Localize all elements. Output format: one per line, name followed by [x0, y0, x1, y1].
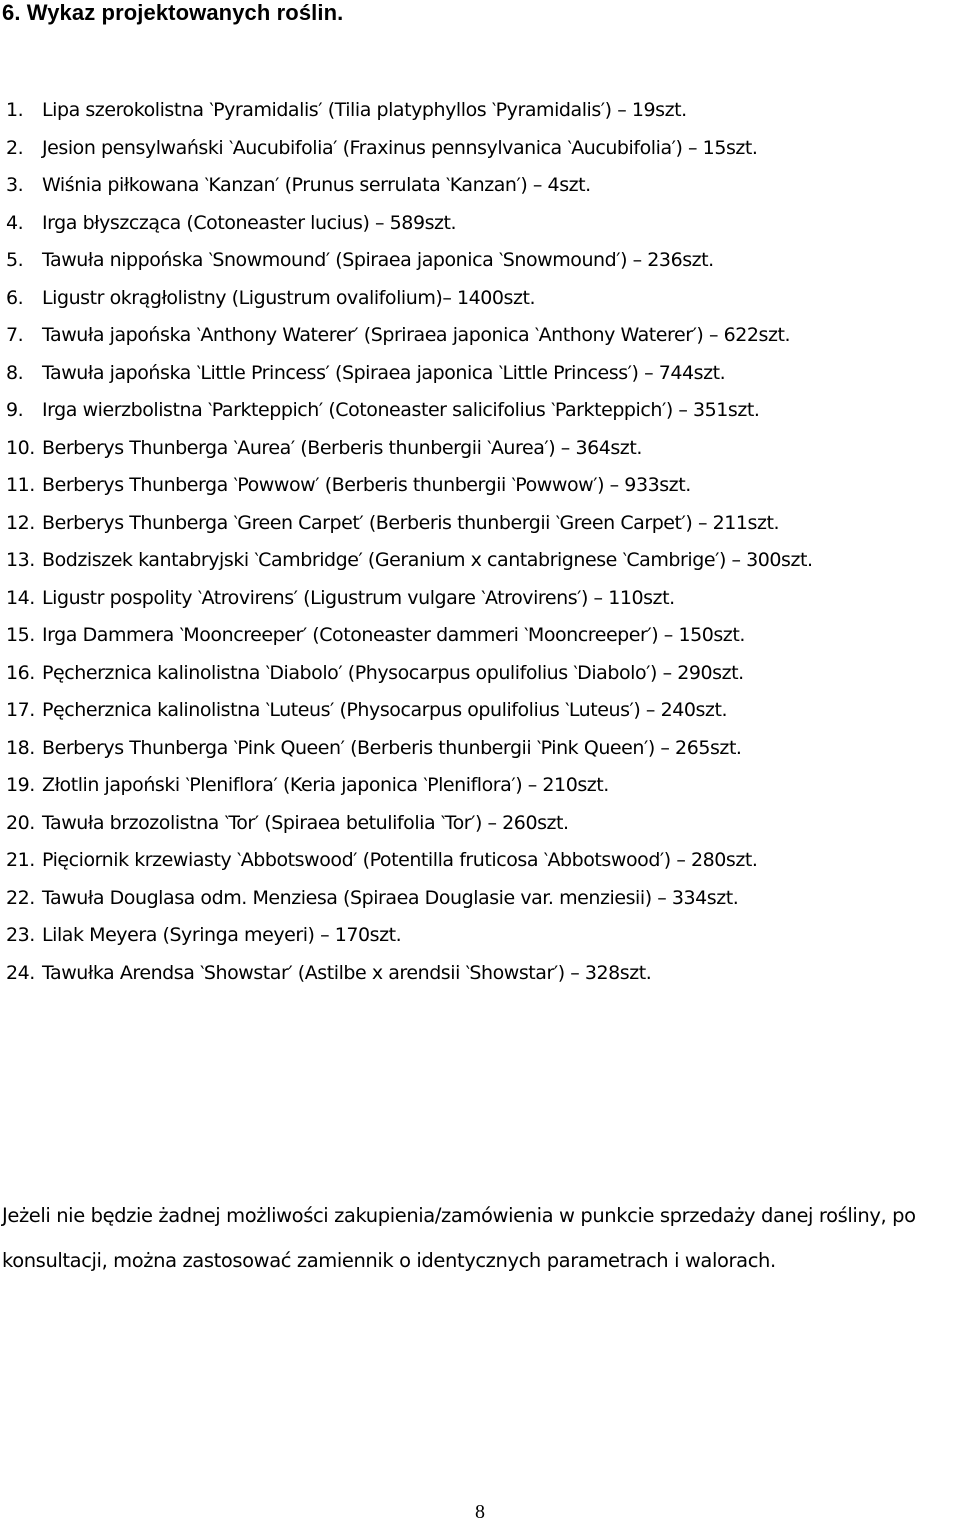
item-number: 6. [6, 286, 24, 309]
item-number: 16. [6, 661, 35, 684]
list-item [0, 617, 950, 655]
list-item [0, 730, 950, 768]
item-number: 14. [6, 586, 35, 609]
list-item [0, 167, 950, 205]
plant-entry: Berberys Thunberga ‵Powwow′ (Berberis thunbergii ‵Powwow′) – 933szt. [42, 474, 691, 496]
list-item [0, 467, 950, 505]
list-item [0, 767, 950, 805]
plant-list [0, 92, 950, 992]
item-number: 5. [6, 249, 24, 271]
list-item [0, 317, 950, 355]
list-item [0, 542, 950, 580]
plant-entry: Pięciornik krzewiasty ‵Abbotswood′ (Potentilla fruticosa ‵Abbotswood′) – 280szt. [42, 849, 758, 871]
plant-entry: Tawuła brzozolistna ‵Tor′ (Spiraea betulifolia ‵Tor′) – 260szt. [42, 811, 569, 834]
plant-entry: Wiśnia piłkowana ‵Kanzan′ (Prunus serrulata ‵Kanzan′) – 4szt. [42, 174, 591, 196]
plant-entry: Lilak Meyera (Syringa meyeri) – 170szt. [42, 924, 402, 946]
plant-entry: Lipa szerokolistna ‵Pyramidalis′ (Tilia platyphyllos ‵Pyramidalis′) – 19szt. [42, 99, 687, 121]
plant-entry: Berberys Thunberga ‵Green Carpet′ (Berberis thunbergii ‵Green Carpet′) – 211szt. [42, 511, 780, 534]
item-number: 13. [6, 549, 35, 571]
item-number: 24. [6, 961, 35, 984]
plant-entry: Tawułka Arendsa ‵Showstar′ (Astilbe x arendsii ‵Showstar′) – 328szt. [42, 961, 652, 984]
list-item [0, 280, 950, 318]
plant-entry: Złotlin japoński ‵Pleniflora′ (Keria japonica ‵Pleniflora′) – 210szt. [42, 774, 609, 796]
list-item [0, 242, 950, 280]
plant-entry: Irga wierzbolistna ‵Parkteppich′ (Cotoneaster salicifolius ‵Parkteppich′) – 351szt. [42, 399, 760, 421]
item-number: 3. [6, 174, 24, 196]
item-number: 19. [6, 774, 35, 796]
item-number: 23. [6, 924, 35, 946]
plant-entry: Ligustr okrągłolistny (Ligustrum ovalifolium)– 1400szt. [42, 286, 536, 309]
plant-entry: Tawuła Douglasa odm. Menziesa (Spiraea Douglasie var. menziesii) – 334szt. [42, 886, 739, 909]
item-number: 21. [6, 849, 35, 871]
list-item [0, 842, 950, 880]
plant-entry: Ligustr pospolity ‵Atrovirens′ (Ligustrum vulgare ‵Atrovirens′) – 110szt. [42, 586, 675, 609]
list-item [0, 130, 950, 168]
item-number: 15. [6, 624, 35, 646]
plant-entry: Jesion pensylwański ‵Aucubifolia′ (Fraxinus pennsylvanica ‵Aucubifolia′) – 15szt. [42, 136, 758, 159]
item-number: 1. [6, 99, 24, 121]
list-item [0, 430, 950, 468]
item-number: 2. [6, 136, 24, 159]
list-item [0, 917, 950, 955]
list-item [0, 392, 950, 430]
plant-entry: Berberys Thunberga ‵Aurea′ (Berberis thunbergii ‵Aurea′) – 364szt. [42, 436, 642, 459]
item-number: 7. [6, 324, 24, 346]
item-number: 22. [6, 886, 35, 909]
list-item [0, 955, 950, 993]
section-heading: 6. Wykaz projektowanych roślin. [2, 0, 344, 25]
item-number: 8. [6, 361, 24, 384]
plant-entry: Irga błyszcząca (Cotoneaster lucius) – 589szt. [42, 211, 457, 234]
item-number: 18. [6, 736, 35, 759]
plant-entry: Berberys Thunberga ‵Pink Queen′ (Berberis thunbergii ‵Pink Queen′) – 265szt. [42, 736, 742, 759]
list-item [0, 355, 950, 393]
list-item [0, 92, 950, 130]
substitution-note: Jeżeli nie będzie żadnej możliwości zakupienia/zamówienia w punkcie sprzedaży danej rośliny, po konsultacji, można zastosować zamiennik o identycznych parametrach i walorach. [2, 1204, 916, 1272]
plant-entry: Irga Dammera ‵Mooncreeper′ (Cotoneaster dammeri ‵Mooncreeper′) – 150szt. [42, 624, 745, 646]
item-number: 12. [6, 511, 35, 534]
list-item [0, 580, 950, 618]
item-number: 9. [6, 399, 24, 421]
plant-entry: Pęcherznica kalinolistna ‵Luteus′ (Physocarpus opulifolius ‵Luteus′) – 240szt. [42, 699, 728, 721]
plant-entry: Tawuła japońska ‵Little Princess′ (Spiraea japonica ‵Little Princess′) – 744szt. [42, 361, 726, 384]
item-number: 20. [6, 811, 35, 834]
plant-entry: Tawuła nippońska ‵Snowmound′ (Spiraea japonica ‵Snowmound′) – 236szt. [42, 249, 714, 271]
list-item [0, 205, 950, 243]
list-item [0, 805, 950, 843]
list-item [0, 880, 950, 918]
item-number: 11. [6, 474, 35, 496]
list-item [0, 655, 950, 693]
list-item [0, 692, 950, 730]
list-item [0, 505, 950, 543]
item-number: 10. [6, 436, 35, 459]
item-number: 17. [6, 699, 35, 721]
plant-entry: Pęcherznica kalinolistna ‵Diabolo′ (Physocarpus opulifolius ‵Diabolo′) – 290szt. [42, 661, 744, 684]
plant-entry: Bodziszek kantabryjski ‵Cambridge′ (Geranium x cantabrignese ‵Cambrige′) – 300szt. [42, 549, 813, 571]
page-number: 8 [475, 1501, 485, 1523]
item-number: 4. [6, 211, 24, 234]
plant-entry: Tawuła japońska ‵Anthony Waterer′ (Spriraea japonica ‵Anthony Waterer′) – 622szt. [42, 324, 791, 346]
